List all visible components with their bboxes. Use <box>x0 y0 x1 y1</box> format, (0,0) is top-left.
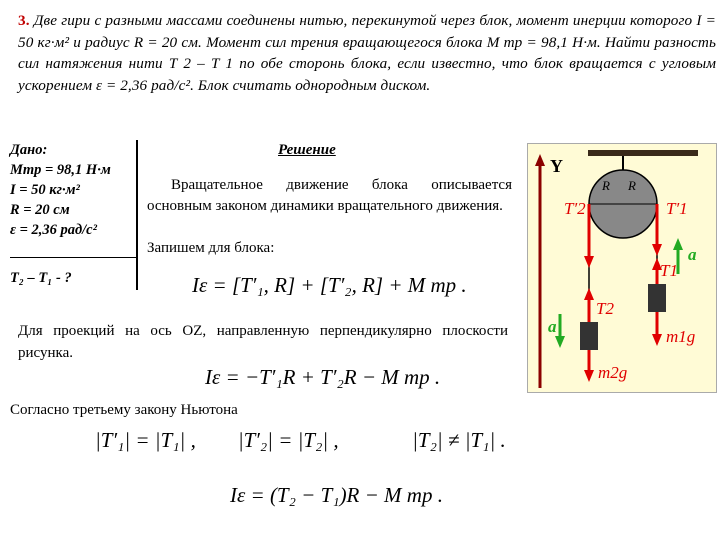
given-item-inertia: I = 50 кг·м² <box>10 182 80 198</box>
accel-left-label: a <box>548 317 557 336</box>
t1-label: T1 <box>660 261 678 280</box>
m1g-label: m1g <box>666 327 696 346</box>
equation-t1-equal: |T′₁| = |T₁| , <box>95 428 196 452</box>
m1g-arrowhead <box>652 334 662 346</box>
ceiling-mount <box>588 150 698 156</box>
given-section <box>10 140 138 286</box>
equation-result: Iε = (T₂ − T₁)R − M тр . <box>230 483 443 507</box>
equation-dynamics: Iε = [T′₁, R] + [T′₂, R] + M тр . <box>192 273 467 297</box>
given-item-radius: R = 20 см <box>10 202 70 218</box>
t2-label: T2 <box>596 299 614 318</box>
y-axis-arrow <box>535 154 545 166</box>
given-item-friction: Мтр = 98,1 Н·м <box>10 162 111 178</box>
problem-statement <box>18 10 716 96</box>
pulley-figure <box>527 143 717 393</box>
equation-projection: Iε = −T′₁R + T′₂R − M тр . <box>205 365 441 389</box>
given-find: Т₂ – Т₁ - ? <box>10 270 72 286</box>
given-divider <box>10 257 137 258</box>
radius-label-right: R <box>628 178 636 193</box>
solution-paragraph-3: Для проекций на ось OZ, направленную перпендикулярно плоскости рисунка. <box>18 323 508 361</box>
equation-t2-equal: |T′₂| = |T₂| , <box>237 428 339 452</box>
problem-text: Две гири с разными массами соединены нитью, перекинутой через блок, момент инерции которого I = 50 кг·м² и радиус R = 20 см. Момент сил трения вращающегося блока M тр = 98,1 Н·м. Найти разность сил натяжения нити T 2 – T 1 по обе сторонь блока, если известно, что блок вращается с угловым ускорением ε = 2,36 рад/с². Блок считать однородным диском. <box>18 12 716 94</box>
solution-paragraph-1: Вращательное движение блока описывается основным законом динамики вращательного движения. <box>147 177 512 214</box>
mass-m2 <box>580 322 598 350</box>
equation-newton-third <box>95 428 506 453</box>
t2-prime-label: T′2 <box>564 199 586 218</box>
t2-arrowhead <box>584 288 594 300</box>
given-item-acceleration: ε = 2,36 рад/с² <box>10 222 97 238</box>
y-axis-label: Y <box>550 156 563 176</box>
m2g-label: m2g <box>598 363 628 382</box>
radius-label-left: R <box>602 178 610 193</box>
m2g-arrowhead <box>584 370 594 382</box>
t2-prime-arrowhead <box>584 256 594 268</box>
pulley-diagram <box>528 144 716 392</box>
solution-paragraph-2: Запишем для блока: <box>147 240 275 256</box>
accel-right-label: a <box>688 245 697 264</box>
equation-t-not-equal: |T₂| ≠ |T₁| . <box>412 428 506 452</box>
t1-prime-label: T′1 <box>666 199 688 218</box>
problem-number: 3. <box>18 12 30 29</box>
solution-paragraph-4: Согласно третьему закону Ньютона <box>10 402 238 418</box>
given-title: Дано: <box>10 142 48 158</box>
accel-right-arrowhead <box>673 238 683 250</box>
mass-m1 <box>648 284 666 312</box>
t1-prime-arrowhead <box>652 244 662 256</box>
solution-title: Решение <box>278 142 336 158</box>
accel-left-arrowhead <box>555 336 565 348</box>
